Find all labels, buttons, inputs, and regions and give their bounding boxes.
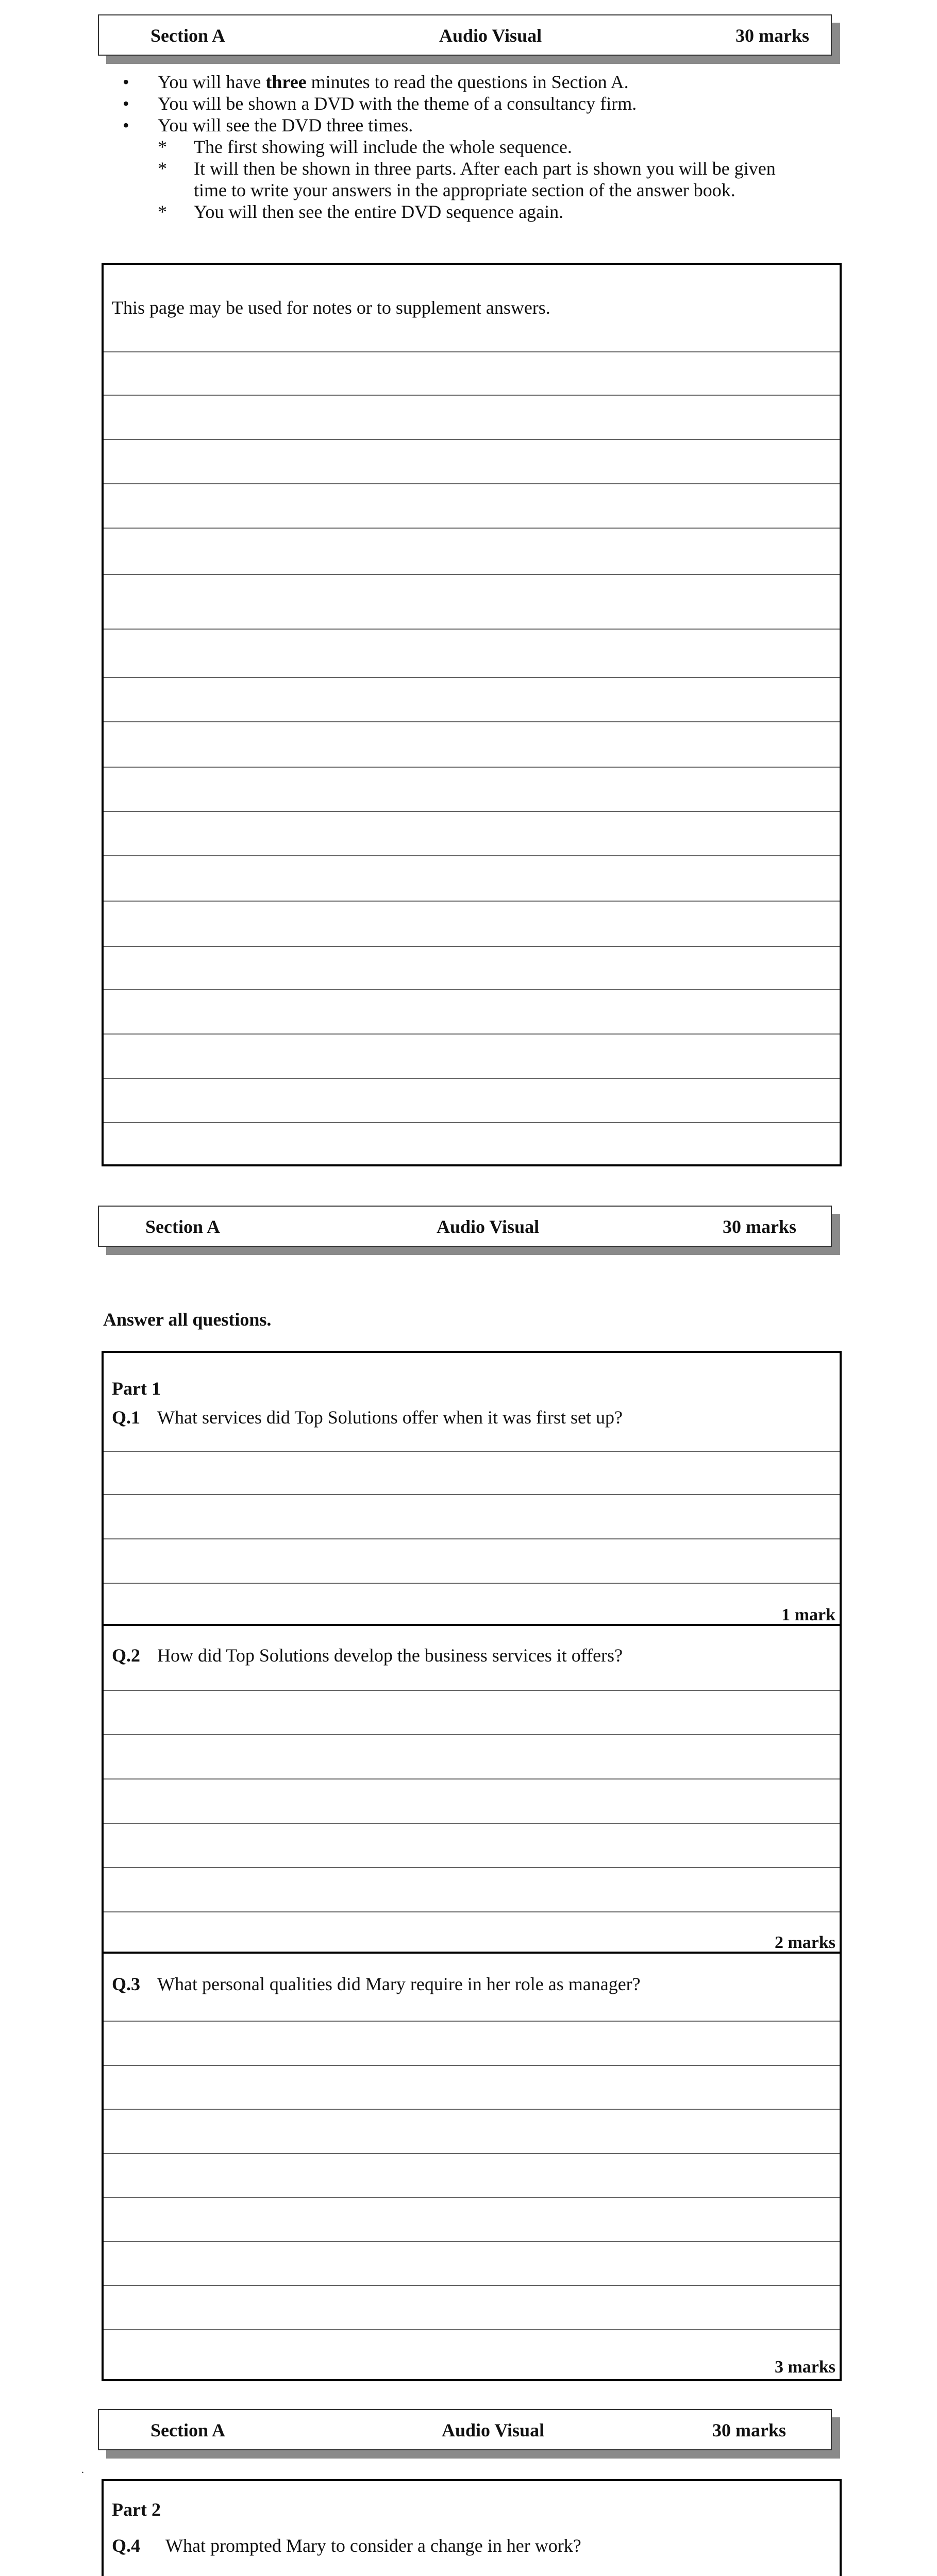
question-text: What prompted Mary to consider a change in her work? [165, 2535, 581, 2556]
question-number: Q.4 [112, 2535, 141, 2556]
sub-instruction-item: * The first showing will include the whole sequence. [158, 136, 812, 158]
question-divider [104, 1624, 840, 1626]
instruction-item: • You will see the DVD three times. * The first showing will include the whole sequence. * It will then be shown in three parts. After each part is shown you will be given time to write your answers in the appropriate section of the answer book. * You will then see the entire DVD sequence again. [119, 114, 812, 223]
part-label: Part 1 [112, 1378, 161, 1399]
answer-line [104, 2197, 840, 2198]
question-number: Q.3 [112, 1974, 141, 1994]
sub-instruction-item: * It will then be shown in three parts. After each part is shown you will be given time to write your answers in the appropriate section of the answer book. [158, 158, 812, 201]
answer-line [104, 1734, 840, 1735]
answer-line [104, 1690, 840, 1691]
sub-instruction-item: * You will then see the entire DVD sequence again. [158, 201, 812, 223]
answer-line [104, 1078, 840, 1079]
part-label: Part 2 [112, 2499, 161, 2520]
header-marks: 30 marks [712, 2420, 786, 2441]
instruction-item: • You will have three minutes to read the questions in Section A. [119, 71, 812, 93]
header-section: Section A [145, 1216, 221, 1237]
answer-line [104, 901, 840, 902]
header-marks: 30 marks [735, 25, 809, 46]
section-header-2 [98, 1206, 832, 1247]
part2-box [102, 2479, 842, 2576]
answer-line [104, 1451, 840, 1452]
stray-mark: . [81, 2464, 84, 2476]
answer-line [104, 2285, 840, 2286]
question-number: Q.2 [112, 1645, 141, 1666]
answer-line [104, 1538, 840, 1539]
answer-line [104, 1911, 840, 1912]
section-header-3 [98, 2409, 832, 2450]
question-divider [104, 1952, 840, 1954]
question-marks: 3 marks [774, 2358, 835, 2377]
question-marks: 1 mark [781, 1605, 835, 1624]
notes-box [102, 263, 842, 1166]
question-text: What personal qualities did Mary require in her role as manager? [157, 1974, 641, 1994]
answer-line [104, 2065, 840, 2066]
answer-line [104, 2241, 840, 2242]
header-title: Audio Visual [442, 2420, 545, 2441]
answer-line [104, 2109, 840, 2110]
question-text: What services did Top Solutions offer when it was first set up? [157, 1407, 623, 1428]
answer-line [104, 1122, 840, 1123]
answer-line [104, 1778, 840, 1780]
notes-text: This page may be used for notes or to supplement answers. [112, 297, 550, 318]
header-marks: 30 marks [723, 1216, 796, 1237]
answer-line [104, 1583, 840, 1584]
header-section: Section A [150, 2420, 226, 2441]
answer-line [104, 528, 840, 529]
answer-line [104, 2021, 840, 2022]
answer-line [104, 677, 840, 678]
header-title: Audio Visual [437, 1216, 540, 1237]
answer-line [104, 439, 840, 440]
instruction-item: • You will be shown a DVD with the theme of a consultancy firm. [119, 93, 812, 114]
instructions-list [119, 71, 812, 223]
answer-line [104, 351, 840, 352]
answer-line [104, 1033, 840, 1035]
part1-box [102, 1351, 842, 2381]
answer-line [104, 855, 840, 856]
answer-line [104, 767, 840, 768]
answer-line [104, 1494, 840, 1495]
answer-line [104, 811, 840, 812]
answer-line [104, 2329, 840, 2330]
header-section: Section A [150, 25, 226, 46]
answer-line [104, 721, 840, 722]
answer-line [104, 1867, 840, 1868]
answer-all-instruction: Answer all questions. [103, 1309, 272, 1330]
answer-line [104, 989, 840, 990]
answer-line [104, 395, 840, 396]
answer-line [104, 629, 840, 630]
section-header-1 [98, 14, 832, 56]
answer-line [104, 574, 840, 575]
question-marks: 2 marks [774, 1933, 835, 1952]
question-text: How did Top Solutions develop the business services it offers? [157, 1645, 623, 1666]
header-title: Audio Visual [439, 25, 542, 46]
question-number: Q.1 [112, 1407, 141, 1428]
answer-line [104, 2153, 840, 2154]
answer-line [104, 483, 840, 484]
answer-line [104, 946, 840, 947]
answer-line [104, 1823, 840, 1824]
sub-instructions-list [158, 136, 812, 223]
